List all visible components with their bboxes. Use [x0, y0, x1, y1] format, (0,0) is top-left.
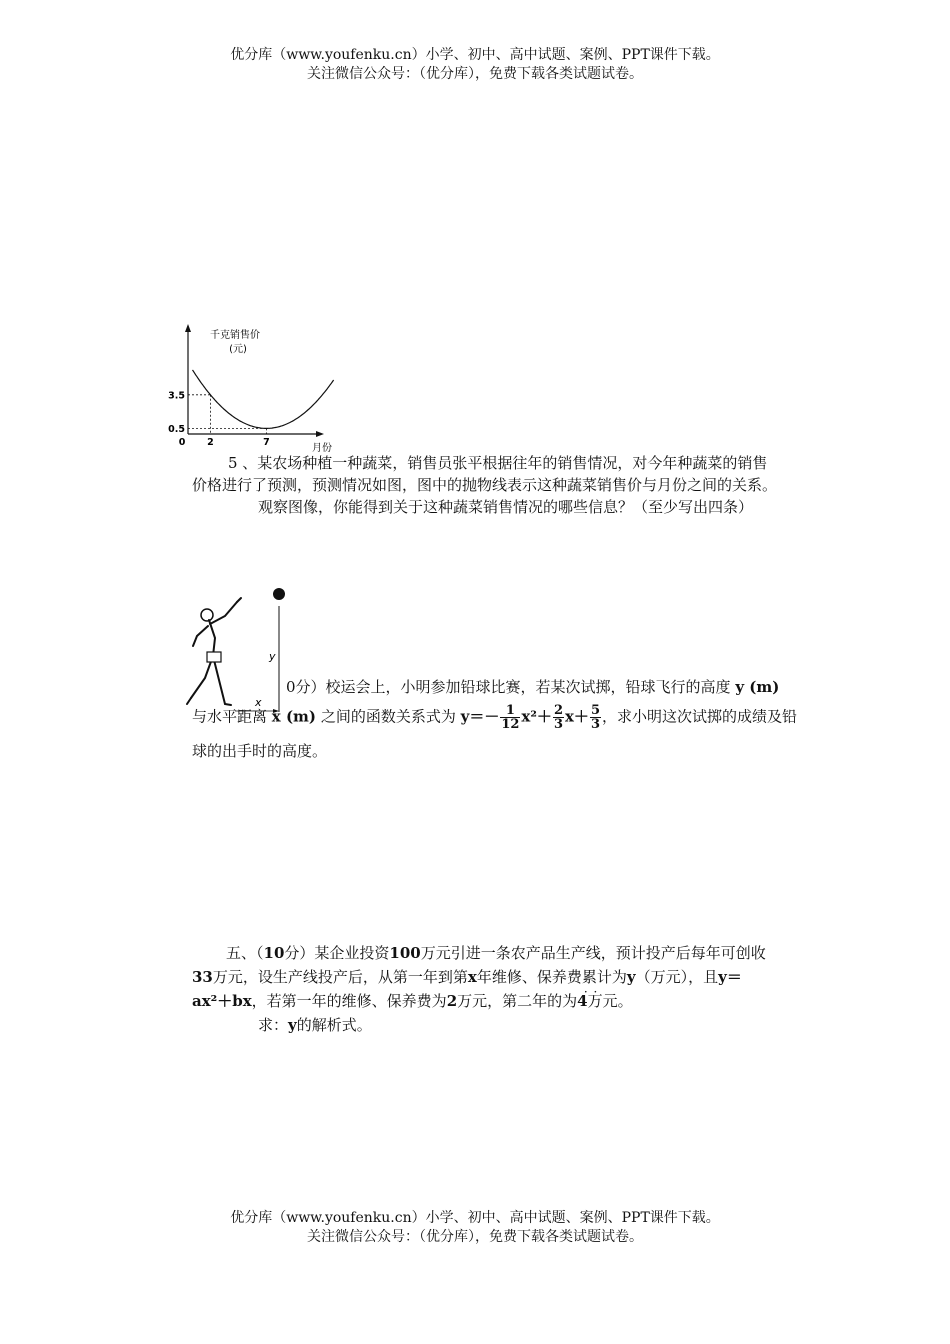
t: y＝ [718, 968, 742, 986]
t: 万元。 [587, 992, 633, 1010]
y-tick-0-5: 0.5 [168, 423, 185, 435]
q5-line-2: 价格进行了预测，预测情况如图，图中的抛物线表示这种蔬菜销售价与月份之间的关系。 [192, 476, 778, 494]
shot-put-figure [185, 580, 300, 715]
x-tick-7: 7 [263, 437, 270, 448]
x-axis-arrow [316, 431, 324, 437]
t: 10 [263, 944, 285, 962]
parabola-curve [193, 370, 334, 429]
shot-ball [273, 588, 285, 600]
origin-label: 0 [178, 437, 186, 448]
shot-var-y: y (m) [735, 678, 780, 696]
y-tick-3-5: 3.5 [168, 390, 185, 402]
shot-line-3: 球的出手时的高度。 [192, 742, 328, 760]
t: 万元，设生产线投产后，从第一年到第 [212, 968, 468, 986]
frac3-num: 5 [590, 703, 600, 718]
q5b-line-4 [258, 1014, 372, 1036]
shot-line-2-prefix: 与水平距离 [192, 707, 268, 726]
footer-line-1: 优分库（www.youfenku.cn）小学、初中、高中试题、案例、PPT课件下载。 [230, 1210, 720, 1226]
fraction-1-12 [500, 704, 520, 731]
x-tick-2: 2 [207, 437, 214, 448]
shot-line-1 [286, 676, 779, 698]
shot-var-x: x (m) [271, 707, 317, 726]
page-footer [0, 1209, 950, 1247]
emphasis-dots: 累计 · · [582, 968, 612, 986]
frac3-den: 3 [590, 717, 600, 732]
shot-line-2-tail: ，求小明这次试掷的成绩及铅 [601, 707, 797, 726]
t: 4 [577, 992, 588, 1010]
fraction-2-3 [553, 704, 564, 731]
header-line-1: 优分库（www.youfenku.cn）小学、初中、高中试题、案例、PPT课件下载。 [230, 47, 720, 63]
t: 万元，第二年的为 [457, 992, 578, 1010]
t: 五、（ [226, 944, 264, 962]
y-axis-label-1: 千克销售价 [210, 330, 260, 341]
price-chart [160, 320, 360, 455]
t: y [288, 1016, 297, 1034]
frac1-num: 1 [500, 704, 520, 718]
y-axis-label-2: (元) [229, 344, 247, 355]
t: 为 [611, 968, 627, 986]
t: 求： [258, 1016, 289, 1034]
shot-line-1-text: 0分）校运会上，小明参加铅球比赛，若某次试掷，铅球飞行的高度 [286, 678, 731, 696]
t: ax²＋bx [192, 992, 252, 1010]
t: 100 [389, 944, 421, 962]
eq-x2: x²＋ [521, 707, 552, 726]
q5b-line-3 [192, 990, 633, 1012]
frac2-num: 2 [553, 703, 563, 718]
frac1-den: 12 [501, 717, 520, 732]
y-axis-arrow [185, 324, 191, 332]
axis-y-label: y [269, 650, 276, 663]
t: （万元），且 [635, 968, 719, 986]
eq-xplus: x＋ [564, 707, 589, 726]
axis-x-label: x [255, 696, 262, 709]
t: y [626, 968, 636, 986]
athlete-shorts [207, 652, 221, 662]
page-header [0, 46, 950, 84]
t: 2 [446, 992, 458, 1010]
shot-line-2-mid: 之间的函数关系式为 [320, 707, 456, 726]
q5-line-1: 5 、某农场种植一种蔬菜，销售员张平根据往年的销售情况，对今年种蔬菜的销售 [228, 454, 768, 472]
q5-line-3: 观察图像，你能得到关于这种蔬菜销售情况的哪些信息？（至少写出四条） [258, 498, 754, 516]
footer-line-2: 关注微信公众号：（优分库），免费下载各类试题试卷。 [307, 1229, 643, 1245]
shot-line-2 [192, 704, 797, 731]
t: 33 [192, 968, 213, 986]
t: 的解析式。 [296, 1016, 372, 1034]
t: 分）某企业投资 [284, 944, 390, 962]
t: 年维修、保养费 [476, 968, 582, 986]
frac2-den: 3 [553, 717, 563, 732]
fraction-5-3 [590, 704, 601, 731]
q5b-line-2 [192, 966, 742, 988]
x-axis-label: 月份 [312, 443, 332, 454]
header-line-2: 关注微信公众号：（优分库），免费下载各类试题试卷。 [307, 66, 643, 82]
eq-y: y＝－ [460, 707, 500, 726]
t: x [467, 968, 477, 986]
t: 万元引进一条农产品生产线，预计投产后每年可创收 [420, 944, 766, 962]
t: ，若第一年的维修、保养费为 [251, 992, 447, 1010]
q5b-line-1 [226, 942, 766, 964]
